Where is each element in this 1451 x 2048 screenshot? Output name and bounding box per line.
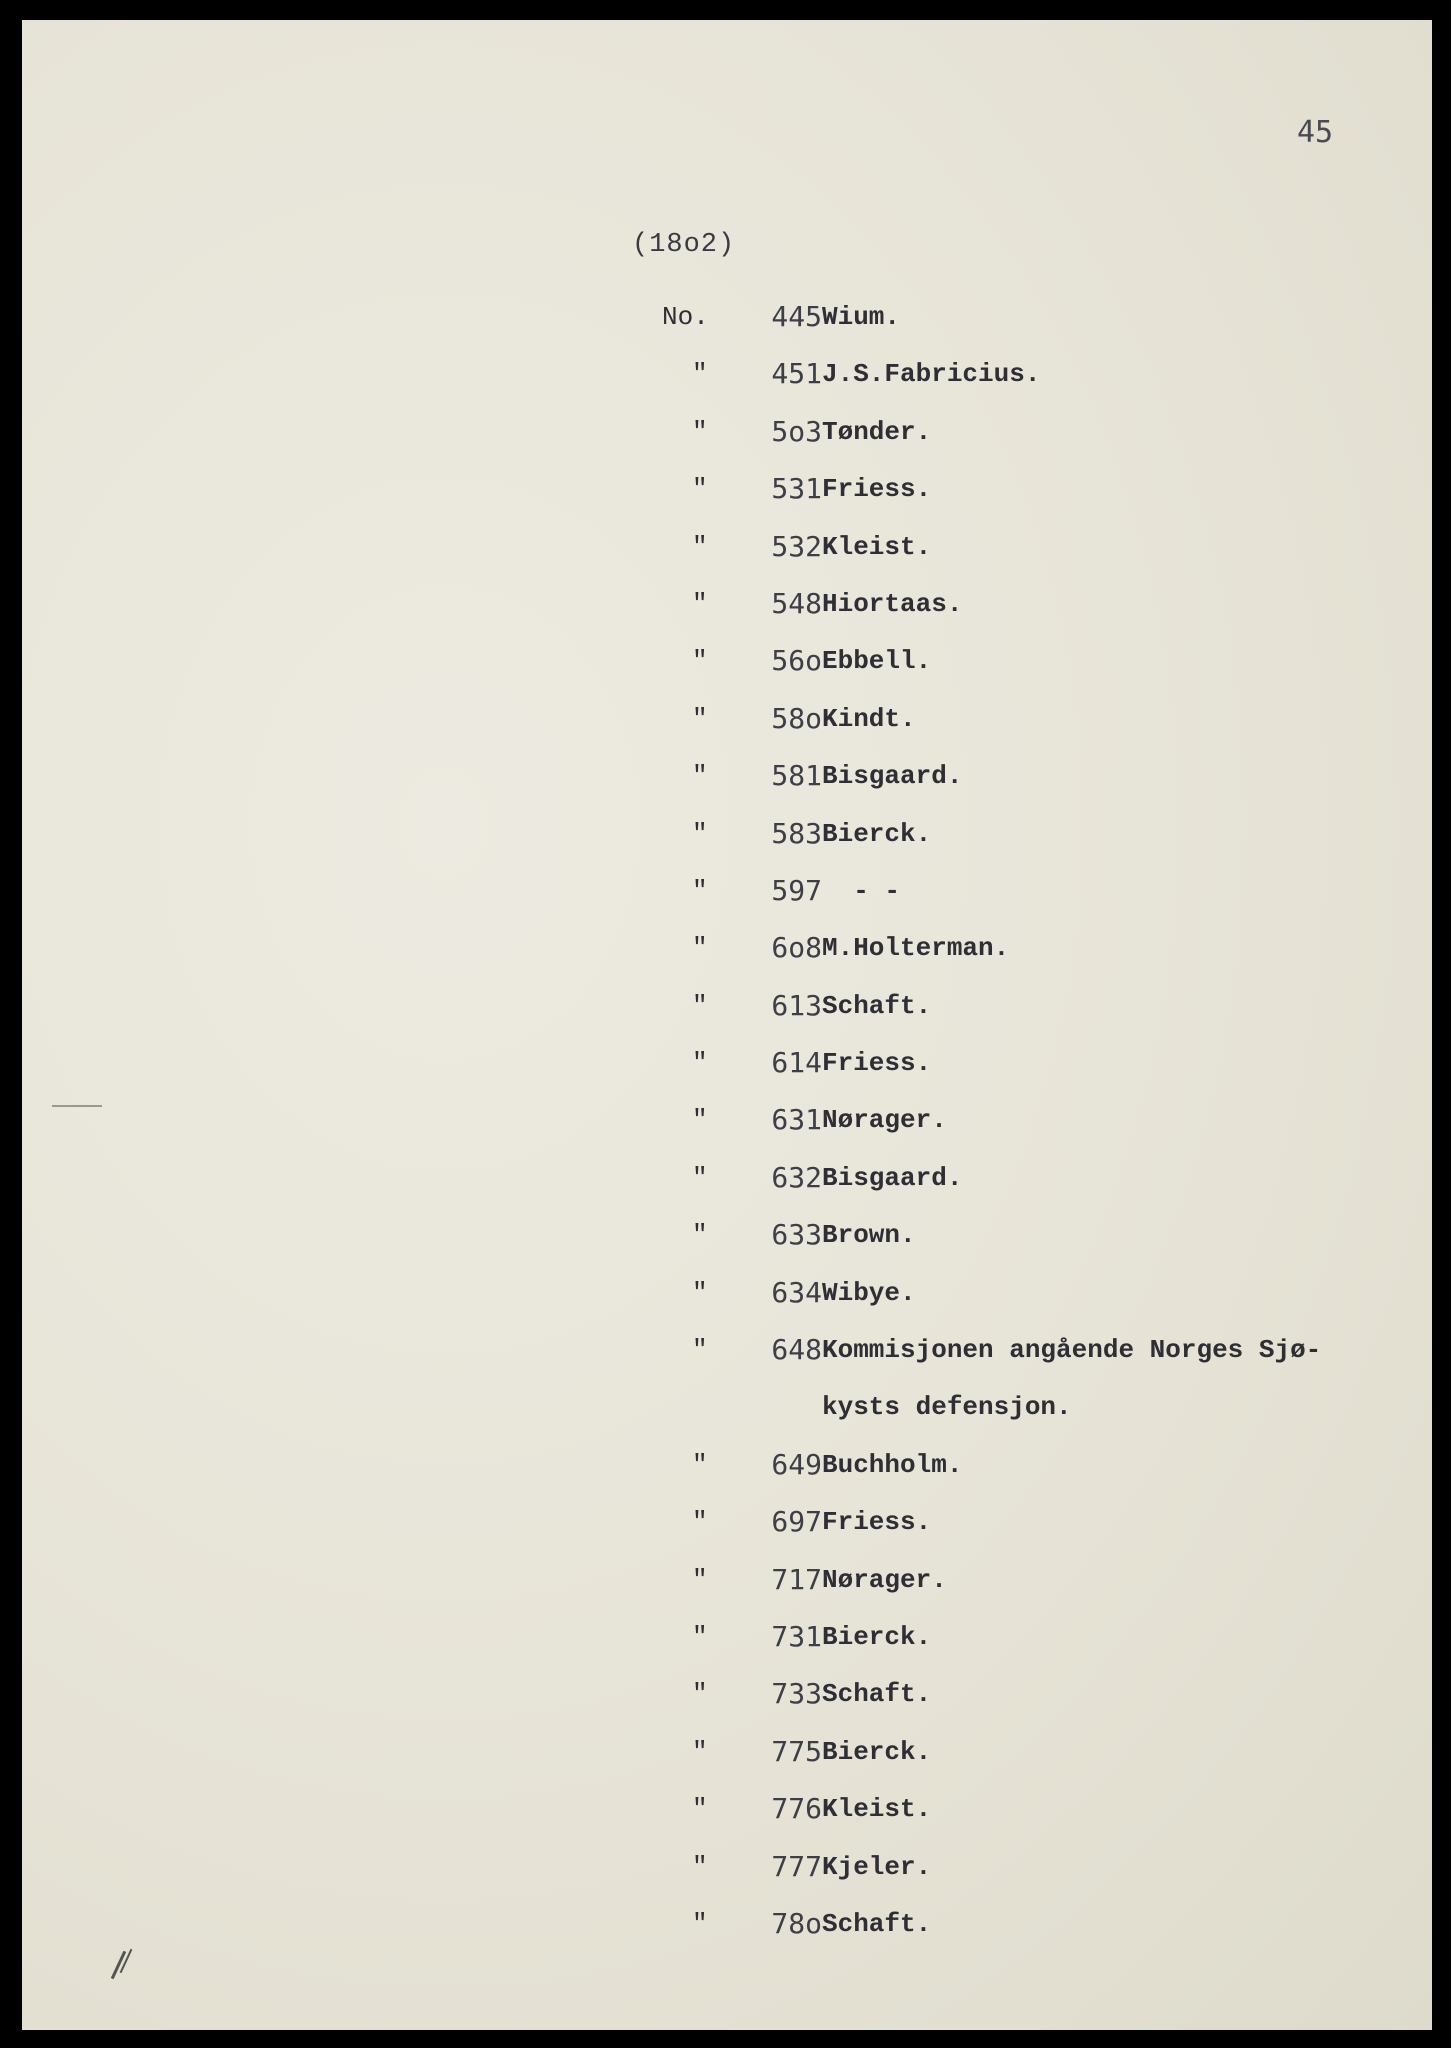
entry-number: 531 [771,472,822,506]
entry-prefix: " [692,1335,708,1366]
entry-name: Kommisjonen angående Norges Sjø- [822,1335,1322,1366]
entry-number: 632 [771,1160,822,1194]
entry-number: 733 [771,1677,822,1711]
entry-prefix: " [692,359,708,390]
list-item [662,701,1422,761]
entry-prefix: " [692,933,708,964]
entry-name: Brown. [822,1220,916,1251]
entry-name: Nørager. [822,1564,947,1595]
list-item [662,1562,1422,1622]
entry-name: - - [822,875,901,906]
list-item [662,1048,1422,1105]
entry-prefix: " [692,1277,708,1308]
entry-number: 697 [771,1505,822,1539]
entry-number: 717 [771,1562,822,1596]
entry-name: Wium. [822,302,901,332]
entry-number: 631 [771,1103,822,1137]
entry-prefix: " [692,416,708,447]
list-item [662,1794,1422,1851]
list-item [662,1507,1422,1564]
list-item [662,1160,1422,1220]
margin-mark [52,1105,102,1107]
entry-number: 731 [771,1619,822,1653]
entry-name: Bisgaard. [822,1162,963,1193]
entry-name: Schaft. [822,1679,932,1710]
entry-prefix: " [692,1105,708,1136]
entry-prefix: " [692,818,708,849]
list-item [662,1849,1422,1909]
entry-number: 614 [771,1046,822,1080]
entry-number: 78o [771,1906,822,1940]
entry-number: 634 [771,1275,822,1309]
entry-number: 445 [771,300,822,333]
list-item [662,646,1422,703]
entry-name: Tønder. [822,416,932,447]
entry-number: 6o8 [771,931,822,965]
entry-number: 451 [771,357,822,391]
entry-prefix: " [692,1851,708,1882]
entry-prefix: " [692,703,708,734]
entry-name: Hiortaas. [822,588,963,619]
entry-name: Kindt. [822,703,916,734]
list-item [662,359,1422,416]
entry-prefix: " [692,1507,708,1538]
entry-number: 532 [771,529,822,563]
entry-prefix: " [692,646,708,677]
list-item [662,1734,1422,1794]
entry-prefix: " [692,531,708,562]
entry-name: Kjeler. [822,1851,932,1882]
document-page [22,20,1432,2030]
entry-number: 56o [771,644,822,678]
entry-prefix: " [692,761,708,792]
list-item [662,1105,1422,1162]
entry-name: Bierck. [822,1736,932,1767]
list-item [662,1335,1422,1392]
entry-prefix: " [692,588,708,619]
entry-prefix: " [692,1220,708,1251]
list-item [662,1906,1422,1966]
page-number: 45 [1297,115,1334,150]
entry-number: 633 [771,1218,822,1252]
list-item [662,873,1422,933]
list-item [662,761,1422,818]
list-item [662,988,1422,1048]
year-heading: (18o2) [632,230,736,260]
list-item [662,933,1422,990]
entry-number: 583 [771,816,822,850]
entry-number: 776 [771,1792,822,1826]
list-item [662,1392,1422,1449]
entry-number: 58o [771,701,822,735]
list-item [662,529,1422,589]
entry-number: 613 [771,988,822,1022]
entry-number: 777 [771,1849,822,1883]
entry-name: Bierck. [822,818,932,849]
entry-prefix: " [692,1449,708,1480]
entry-name: Friess. [822,474,932,505]
list-item [662,1447,1422,1507]
entry-number: 597 [771,873,822,907]
entry-name: Wibye. [822,1277,916,1308]
entry-prefix: " [692,1621,708,1652]
entry-prefix: " [692,875,708,906]
list-item [662,474,1422,531]
entry-name: Friess. [822,1048,932,1079]
entry-name: M.Holterman. [822,933,1010,964]
list-item [662,1679,1422,1736]
entry-name: Kleist. [822,1794,932,1825]
entry-prefix: " [692,1794,708,1825]
entry-prefix: " [692,1736,708,1767]
entry-name: Nørager. [822,1105,947,1136]
entry-name: Bisgaard. [822,761,963,792]
entry-name: Ebbell. [822,646,932,677]
entry-number: 5o3 [771,414,822,448]
list-item [662,816,1422,876]
list-item [662,414,1422,474]
entry-name: Bierck. [822,1621,932,1652]
entry-prefix: " [692,990,708,1021]
list-item [662,586,1422,646]
entry-prefix: No. [662,302,709,332]
entry-number: 649 [771,1447,822,1481]
list-item [662,1619,1422,1679]
entry-name: Kleist. [822,531,932,562]
entry-list [662,302,1422,1966]
entry-name: J.S.Fabricius. [822,359,1041,390]
entry-prefix: " [692,1162,708,1193]
entry-prefix: " [692,1908,708,1939]
list-item [662,1275,1422,1335]
list-item [662,302,1422,359]
entry-prefix: " [692,1679,708,1710]
entry-prefix: " [692,1564,708,1595]
list-item [662,1220,1422,1277]
entry-number: 648 [771,1333,822,1367]
entry-number: 581 [771,759,822,793]
entry-name: Schaft. [822,1908,932,1939]
entry-number: 775 [771,1734,822,1768]
entry-prefix: " [692,1048,708,1079]
entry-number: 548 [771,586,822,620]
entry-name: kysts defensjon. [822,1392,1072,1423]
entry-name: Buchholm. [822,1449,963,1480]
entry-prefix: " [692,474,708,505]
entry-name: Friess. [822,1507,932,1538]
entry-name: Schaft. [822,990,932,1021]
